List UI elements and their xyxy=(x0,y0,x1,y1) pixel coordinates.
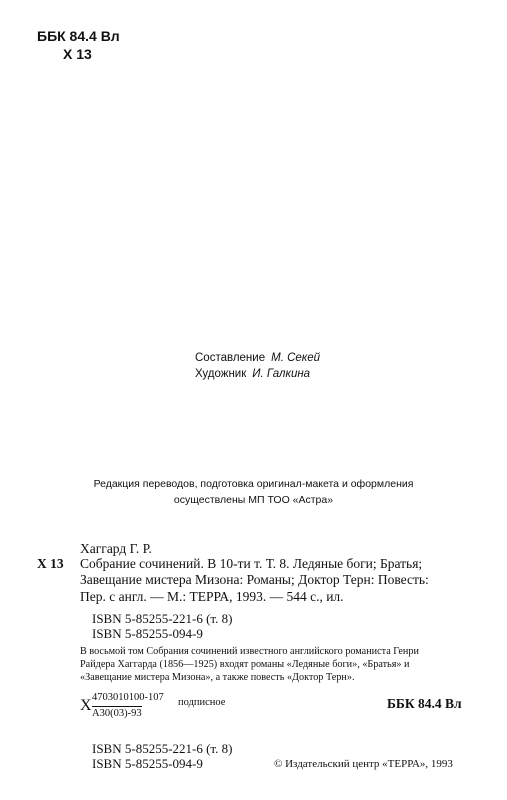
card-bbk: ББК 84.4 Вл xyxy=(387,696,462,711)
bbk-classification: ББК 84.4 Вл xyxy=(37,28,120,44)
code-numerator: 4703010100-107 xyxy=(92,692,164,703)
card-index: Х 13 xyxy=(37,556,64,571)
compiler-role: Составление xyxy=(195,352,266,364)
author-mark: Х 13 xyxy=(63,46,92,62)
card-title-line3: Пер. с англ. — М.: ТЕРРА, 1993. — 544 с., ил. xyxy=(80,589,344,604)
card-author: Хаггард Г. Р. xyxy=(80,541,152,556)
editorial-note-line1: Редакция переводов, подготовка оригинал-макета и оформления xyxy=(93,478,414,490)
editorial-note-line2: осуществлены МП ТОО «Астра» xyxy=(173,494,334,506)
card-isbn-volume: ISBN 5-85255-221-6 (т. 8) xyxy=(92,611,233,626)
footer-isbn-volume: ISBN 5-85255-221-6 (т. 8) xyxy=(92,741,233,756)
annotation-line2: Райдера Хаггарда (1856—1925) входят романы «Ледяные боги», «Братья» и xyxy=(80,659,410,670)
footer-isbn-set: ISBN 5-85255-094-9 xyxy=(92,756,203,771)
annotation-line3: «Завещание мистера Мизона», а также повесть «Доктор Терн». xyxy=(80,672,355,683)
artist-role: Художник xyxy=(195,368,247,380)
compiler-name: М. Секей xyxy=(271,352,321,364)
card-title-line1: Собрание сочинений. В 10-ти т. Т. 8. Ледяные боги; Братья; xyxy=(80,556,423,571)
code-letter: Х xyxy=(80,697,92,714)
copyright-notice: © Издательский центр «ТЕРРА», 1993 xyxy=(274,758,453,770)
artist-name: И. Галкина xyxy=(252,368,311,380)
code-denominator: А30(03)-93 xyxy=(92,708,142,719)
code-note: подписное xyxy=(178,697,226,708)
annotation-line1: В восьмой том Собрания сочинений известного английского романиста Генри xyxy=(80,646,419,657)
credit-compiler xyxy=(195,352,320,364)
card-title-line2: Завещание мистера Мизона: Романы; Доктор Терн: Повесть: xyxy=(80,572,429,587)
credit-artist xyxy=(195,368,310,380)
card-isbn-set: ISBN 5-85255-094-9 xyxy=(92,626,203,641)
